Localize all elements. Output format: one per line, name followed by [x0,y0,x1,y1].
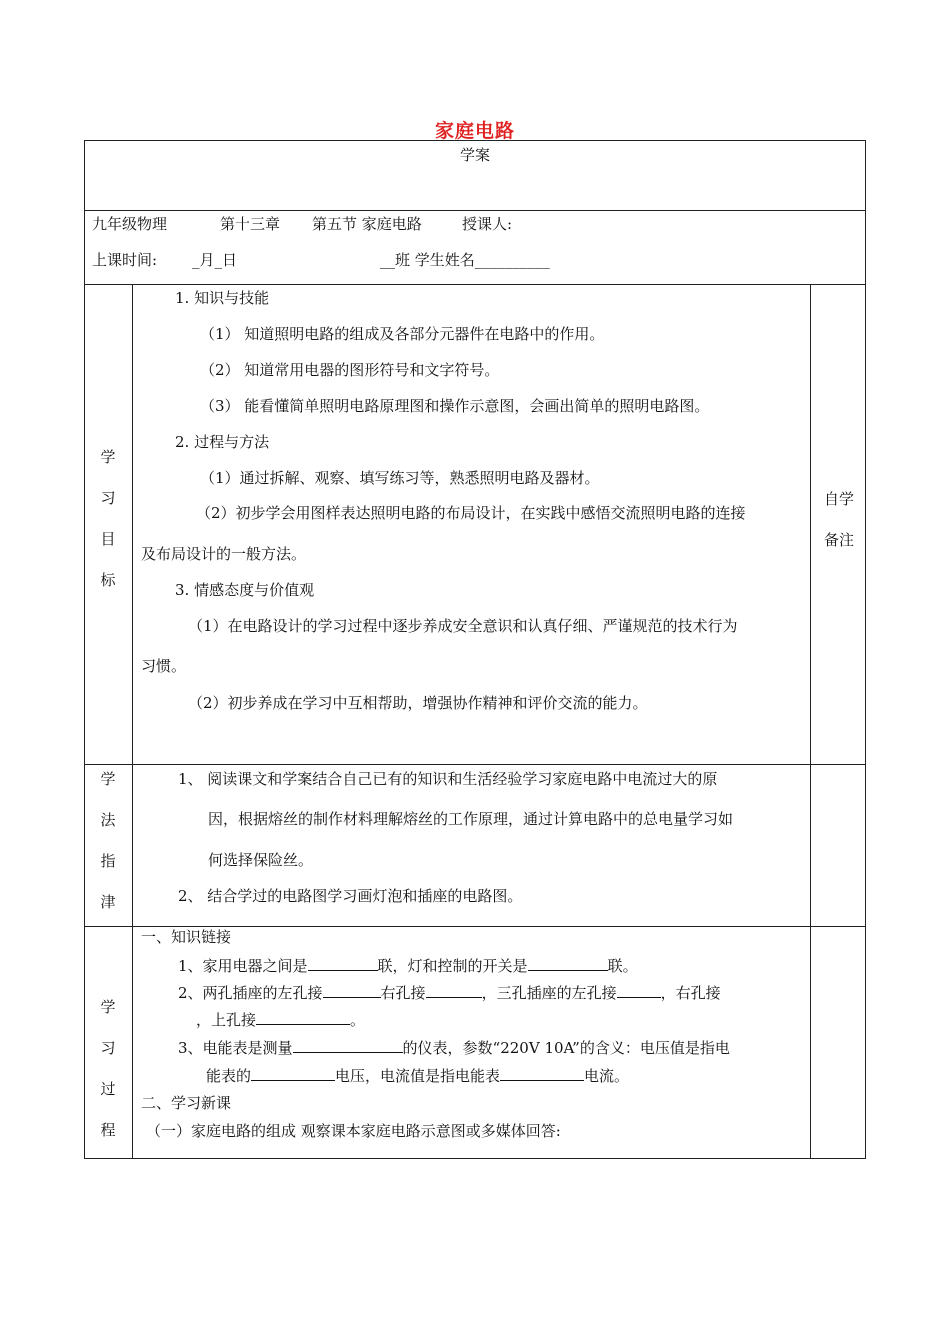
method-line: 2、 结合学过的电路图学习画灯泡和插座的电路图。 [178,887,523,905]
q-text: 联。 [607,957,638,975]
question-2-cont [196,1009,365,1030]
blank-field[interactable] [251,1065,335,1081]
goal-heading: 2. 过程与方法 [175,433,270,451]
blank-field[interactable] [323,982,381,998]
blank-field[interactable] [500,1065,584,1081]
side-char: 习 [100,1039,116,1057]
blank-field[interactable] [617,982,661,998]
q-text: ，右孔接 [660,984,721,1002]
question-3 [178,1037,730,1058]
goal-heading: 1. 知识与技能 [175,289,270,307]
side-char: 指 [100,852,116,870]
time-label: 上课时间: [92,251,158,269]
side-char: 习 [100,489,116,507]
side-char: 学 [100,770,116,788]
section-heading: 二、学习新课 [141,1094,232,1112]
q-text: ，三孔插座的左孔接 [481,984,617,1002]
method-line: 何选择保险丝。 [208,851,314,869]
blank-field[interactable] [293,1037,403,1053]
q-text: 3、电能表是测量 [178,1039,293,1057]
q-text: 电流。 [584,1067,630,1085]
method-side-label [88,768,128,932]
blank-field[interactable] [256,1009,350,1025]
goal-item: （1）通过拆解、观察、填写练习等，熟悉照明电路及器材。 [200,469,600,487]
row-divider [84,284,866,285]
question-3-cont [206,1065,629,1086]
side-char: 过 [100,1080,116,1098]
section: 第五节 家庭电路 [312,215,422,233]
goal-item: （2）初步学会用图样表达照明电路的布局设计，在实践中感悟交流照明电路的连接 [196,504,746,522]
grade-subject: 九年级物理 [92,215,168,233]
goals-side-label [88,446,128,610]
page-title: 家庭电路 [434,120,515,142]
q-text: ，上孔接 [196,1011,257,1029]
blank-field[interactable] [528,955,608,971]
goal-item: （2）初步养成在学习中互相帮助，增强协作精神和评价交流的能力。 [188,694,648,712]
goal-item: （1）在电路设计的学习过程中逐步养成安全意识和认真仔细、严谨规范的技术行为 [188,617,738,635]
goal-heading: 3. 情感态度与价值观 [175,581,315,599]
process-side-label [88,996,128,1160]
case-label: 学案 [459,146,490,164]
subsection-heading: （一）家庭电路的组成 观察课本家庭电路示意图或多媒体回答: [146,1122,561,1140]
question-2 [178,982,721,1003]
method-line: 1、 阅读课文和学案结合自己已有的知识和生活经验学习家庭电路中电流过大的原 [178,770,718,788]
column-divider [132,284,133,1159]
q-text: 的仪表，参数“220V 10A”的含义：电压值是指电 [402,1039,730,1057]
notes-label [814,488,864,570]
side-char: 津 [100,893,116,911]
side-char: 程 [100,1121,116,1139]
goal-item: （2） 知道常用电器的图形符号和文字符号。 [200,361,500,379]
q-text: 电压，电流值是指电能表 [335,1067,501,1085]
section-heading: 一、知识链接 [141,928,232,946]
q-text: 1、家用电器之间是 [178,957,308,975]
goal-item: 及布局设计的一般方法。 [141,545,307,563]
row-divider [84,210,866,211]
q-text: 。 [350,1011,366,1029]
chapter: 第十三章 [220,215,281,233]
method-line: 因，根据熔丝的制作材料理解熔丝的工作原理，通过计算电路中的总电量学习如 [208,810,734,828]
q-text: 联，灯和控制的开关是 [377,957,528,975]
notes-line: 备注 [823,531,854,549]
goal-item: （1） 知道照明电路的组成及各部分元器件在电路中的作用。 [200,325,605,343]
side-char: 标 [100,571,116,589]
q-text: 2、两孔插座的左孔接 [178,984,323,1002]
q-text: 右孔接 [380,984,426,1002]
question-1 [178,955,638,976]
side-char: 学 [100,448,116,466]
class-student: __班 学生姓名__________ [380,251,550,269]
blank-field[interactable] [308,955,378,971]
notes-line: 自学 [823,490,854,508]
side-char: 法 [100,811,116,829]
goal-item: （3） 能看懂简单照明电路原理图和操作示意图，会画出简单的照明电路图。 [200,397,710,415]
row-divider [84,764,866,765]
side-char: 学 [100,998,116,1016]
blank-field[interactable] [426,982,482,998]
side-char: 目 [100,530,116,548]
q-text: 能表的 [206,1067,252,1085]
column-divider [810,284,811,1159]
teacher-label: 授课人: [462,215,513,233]
month-day: _月_日 [192,251,238,269]
goal-item: 习惯。 [141,657,187,675]
